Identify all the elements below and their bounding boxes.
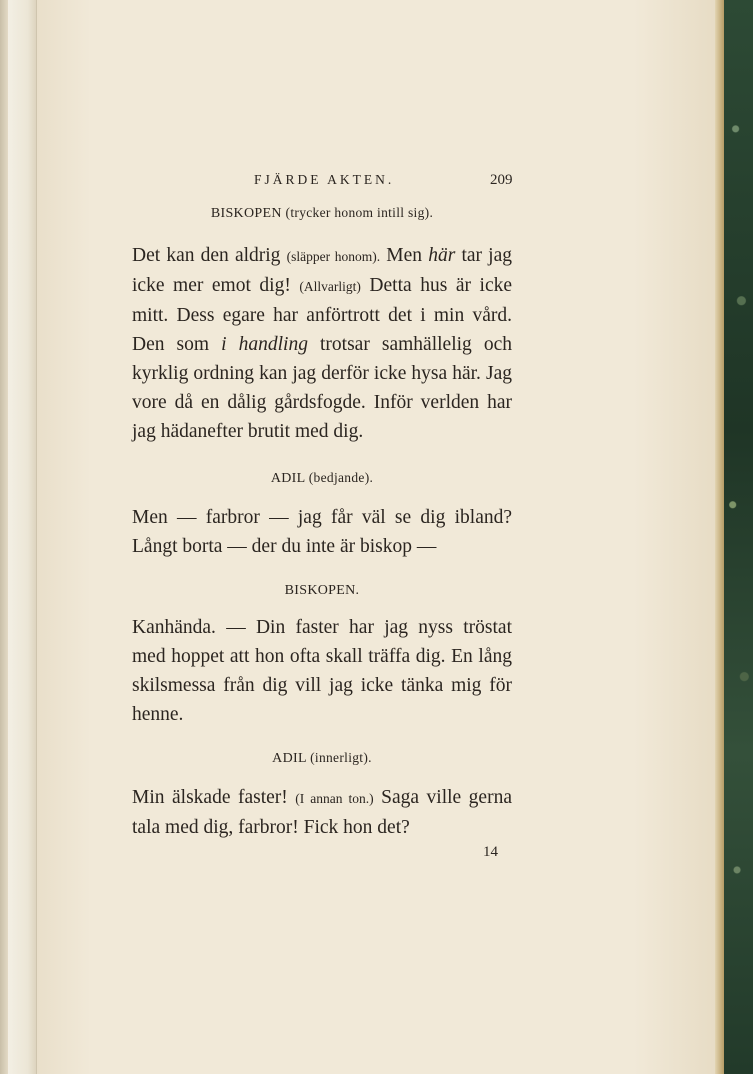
dialogue-text: tar jag icke mer emot dig! — [132, 245, 513, 296]
stage-direction: (innerligt). — [310, 750, 372, 765]
speaker-name: BISKOPEN. — [284, 583, 360, 598]
printer-signature: 14 — [483, 844, 498, 860]
dialogue-paragraph: Men — farbror — jag får väl se dig ibland? Långt borta — der du inte är biskop — — [132, 507, 512, 557]
stage-direction: (Allvarligt) — [299, 279, 361, 294]
marbled-cover — [724, 0, 753, 1074]
emphasis: i handling — [221, 334, 308, 355]
speaker-name: ADIL — [272, 751, 307, 766]
page-number: 209 — [490, 172, 513, 188]
page-gutter — [8, 0, 37, 1074]
dialogue-text: Min älskade faster! — [132, 787, 296, 808]
speaker-heading — [132, 203, 512, 224]
page-edges — [715, 0, 724, 1074]
speaker-heading — [132, 581, 512, 601]
dialogue-text: Men — [380, 245, 429, 266]
speaker-name: ADIL — [270, 471, 305, 486]
dialogue-paragraph — [132, 783, 512, 842]
stage-direction: (trycker honom intill sig). — [285, 205, 434, 220]
stage-direction: (bedjande). — [308, 470, 374, 485]
emphasis: här — [428, 245, 456, 266]
dialogue-paragraph — [132, 241, 512, 446]
dialogue-paragraph: Kanhända. — Din faster har jag nyss tröstat med hoppet att hon ofta skall träffa dig. En lång skilsmessa från dig vill jag icke tänka mig för henne. — [132, 617, 512, 725]
stage-direction: (släpper honom). — [286, 249, 381, 264]
dialogue-text: trotsar samhällelig och kyrklig ordning kan jag derför icke hysa här. Jag vore då en dålig gårdsfogde. Inför verlden har jag hädanefter brutit med dig. — [132, 334, 512, 442]
book-binding-left — [0, 0, 8, 1074]
page-header — [0, 172, 753, 194]
speaker-name: BISKOPEN — [210, 206, 282, 221]
stage-direction: (I annan ton.) — [295, 791, 374, 806]
speaker-heading — [132, 748, 512, 769]
page-text — [132, 203, 512, 861]
speaker-heading — [132, 468, 512, 489]
dialogue-text: Saga ville gerna tala med dig, farbror! Fick hon det? — [132, 787, 512, 838]
dialogue-text: Detta hus är icke mitt. Dess egare har anförtrott det i min vård. Den som — [132, 275, 512, 355]
dialogue-text: Det kan den aldrig — [132, 245, 287, 266]
running-head: FJÄRDE AKTEN. — [254, 172, 395, 187]
